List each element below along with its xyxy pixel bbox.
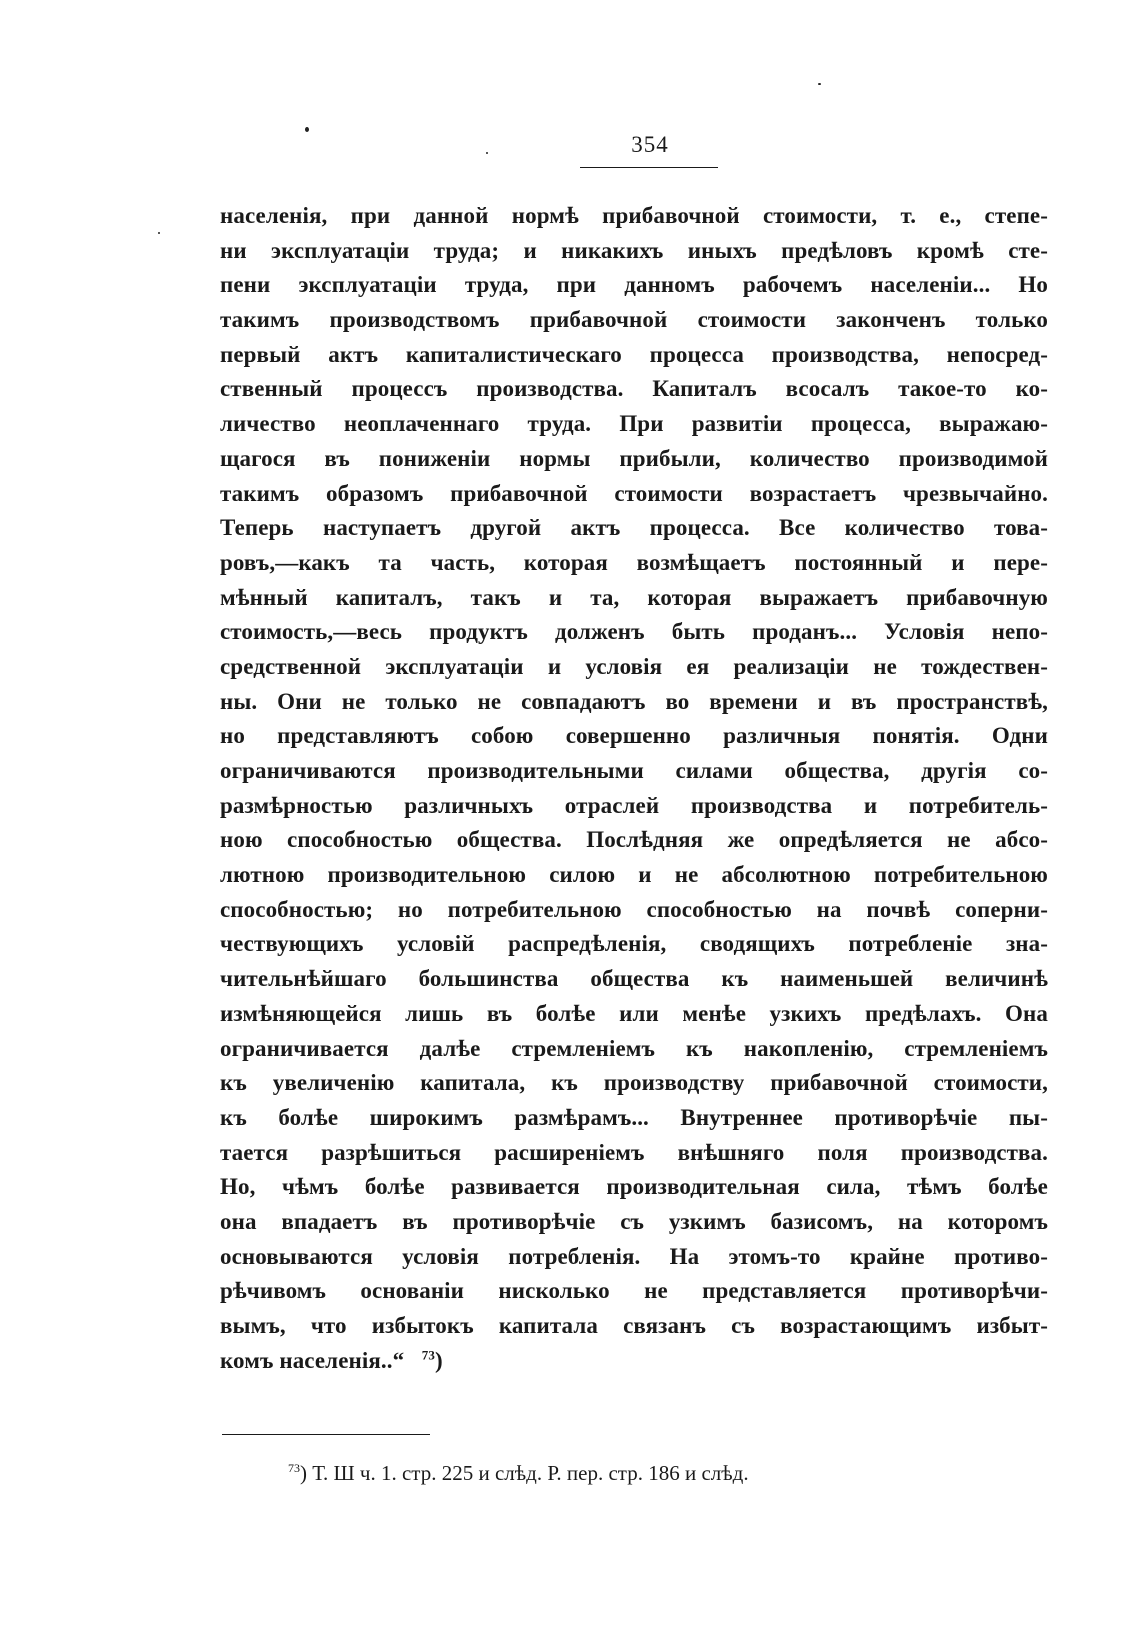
text-line: такимъ образомъ прибавочной стоимости возрастаетъ чрезвычайно. <box>220 480 1048 506</box>
text-line: стоимость,—весь продуктъ долженъ быть проданъ... Условія непо- <box>220 619 1048 645</box>
text-line: мѣнный капиталъ, такъ и та, которая выражаетъ прибавочную <box>220 584 1048 610</box>
text-line: рѣчивомъ основаніи нисколько не представляется противорѣчи- <box>220 1278 1048 1304</box>
footnote-marker: 73 <box>288 1461 300 1475</box>
text-line: первый актъ капиталистическаго процесса производства, непосред- <box>220 341 1048 367</box>
footnote-separator <box>222 1434 430 1435</box>
text-line: къ болѣе широкимъ размѣрамъ... Внутреннее противорѣчіе пы- <box>220 1104 1048 1130</box>
footnote-marker-paren: ) <box>300 1461 307 1485</box>
text-line: ни эксплуатаціи труда; и никакихъ иныхъ предѣловъ кромѣ сте- <box>220 237 1048 263</box>
text-line: тается разрѣшиться расширеніемъ внѣшняго поля производства. <box>220 1139 1048 1165</box>
text-line: ною способностью общества. Послѣдняя же опредѣляется не абсо- <box>220 827 1048 853</box>
text-line: пени эксплуатаціи труда, при данномъ рабочемъ населеніи... Но <box>220 272 1048 298</box>
text-line: личество неоплаченнаго труда. При развитіи процесса, выражаю- <box>220 411 1048 437</box>
ink-speck <box>305 127 309 132</box>
text-line: Но, чѣмъ болѣе развивается производительная сила, тѣмъ болѣе <box>220 1174 1048 1200</box>
text-line: населенія, при данной нормѣ прибавочной стоимости, т. е., степе- <box>220 203 1048 228</box>
text-line: ограничиваются производительными силами общества, другія со- <box>220 758 1048 783</box>
text-line: Теперь наступаетъ другой актъ процесса. Все количество това- <box>220 515 1048 541</box>
text-line: средственной эксплуатаціи и условія ея реализаціи не тождествен- <box>220 653 1048 679</box>
text-line: чительнѣйшаго большинства общества къ наименьшей величинѣ <box>220 966 1048 992</box>
text-line: ственный процессъ производства. Капиталъ всосалъ такое-то ко- <box>220 376 1048 402</box>
footnote-reference-paren: ) <box>434 1347 443 1373</box>
text-line: размѣрностью различныхъ отраслей производства и потребитель- <box>220 792 1048 818</box>
footnote <box>288 1461 749 1486</box>
text-line: измѣняющейся лишь въ болѣе или менѣе узкихъ предѣлахъ. Она <box>220 1000 1048 1026</box>
footnote-reference: 73 <box>421 1347 435 1363</box>
text-line: къ увеличенію капитала, къ производству прибавочной стоимости, <box>220 1070 1048 1096</box>
text-line: щагося въ пониженіи нормы прибыли, количество производимой <box>220 445 1048 471</box>
ink-speck <box>158 232 160 234</box>
ink-speck <box>486 152 488 154</box>
page-number: 354 <box>631 132 669 157</box>
text-line: такимъ производствомъ прибавочной стоимости законченъ только <box>220 307 1048 333</box>
footnote-text: Т. Ш ч. 1. стр. 225 и слѣд. Р. пер. стр. 186 и слѣд. <box>312 1461 749 1485</box>
text-line: ограничивается далѣе стремленіемъ къ накопленію, стремленіемъ <box>220 1035 1048 1061</box>
text-line: но представляютъ собою совершенно различныя понятія. Одни <box>220 723 1048 749</box>
text-line: лютною производительною силою и не абсолютною потребительною <box>220 862 1048 888</box>
text-line: ны. Они не только не совпадаютъ во времени и въ пространствѣ, <box>220 688 1048 714</box>
text-line: ровъ,—какъ та часть, которая возмѣщаетъ постоянный и пере- <box>220 549 1048 575</box>
text-line: она впадаетъ въ противорѣчіе съ узкимъ базисомъ, на которомъ <box>220 1208 1048 1234</box>
ink-speck <box>818 83 821 85</box>
text-line: чествующихъ условій распредѣленія, сводящихъ потребленіе зна- <box>220 931 1048 957</box>
page-number-rule <box>580 167 718 168</box>
text-line-last <box>220 1344 1048 1379</box>
text-line: основываются условія потребленія. На этомъ-то крайне противо- <box>220 1243 1048 1269</box>
last-line-text: комъ населенія..“ <box>220 1347 405 1373</box>
text-line: способностью; но потребительною способностью на почвѣ соперни- <box>220 896 1048 922</box>
text-line: вымъ, что избытокъ капитала связанъ съ возрастающимъ избыт- <box>220 1313 1048 1338</box>
body-text <box>220 199 1048 1378</box>
